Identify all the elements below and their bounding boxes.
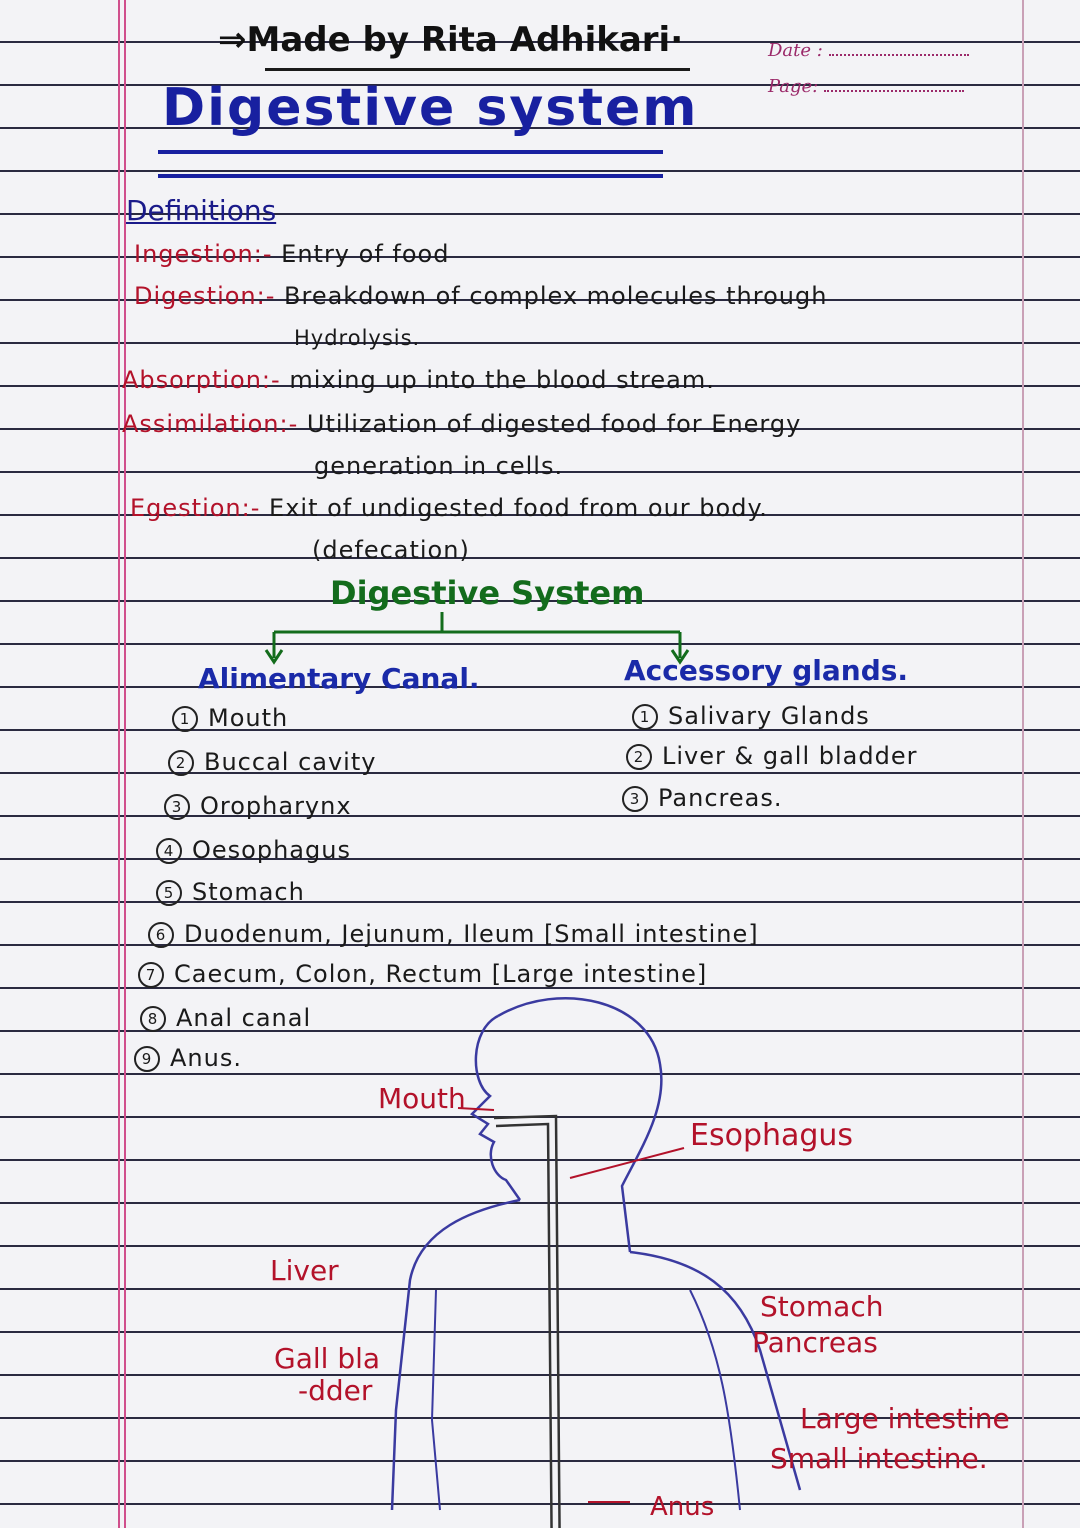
label-large-intestine: Large intestine <box>800 1402 1010 1435</box>
item-number: 1 <box>172 706 198 732</box>
sep: :- <box>279 410 299 438</box>
term-egestion: Egestion <box>130 494 242 522</box>
alimentary-item <box>168 748 376 776</box>
page-label <box>768 76 964 97</box>
esophagus-tube-inner <box>496 1124 552 1528</box>
item-number: 7 <box>138 962 164 988</box>
item-number: 2 <box>626 744 652 770</box>
item-number: 5 <box>156 880 182 906</box>
item-label: Mouth <box>208 704 289 732</box>
date-label-text: Date : <box>768 40 823 61</box>
def-digestion: Breakdown of complex molecules through <box>284 282 828 310</box>
label-pancreas: Pancreas <box>752 1326 878 1359</box>
definition-digestion <box>134 282 827 310</box>
accessory-item <box>632 702 870 730</box>
definition-egestion-cont: (defecation) <box>312 536 470 564</box>
item-label: Oropharynx <box>200 792 352 820</box>
item-label: Pancreas. <box>658 784 783 812</box>
alimentary-item <box>164 792 352 820</box>
author-line: ⇒Made by Rita Adhikari· <box>218 20 684 60</box>
accessory-item <box>622 784 782 812</box>
head-outline <box>472 1016 520 1200</box>
term-ingestion: Ingestion <box>134 240 254 268</box>
item-number: 4 <box>156 838 182 864</box>
label-esophagus: Esophagus <box>690 1118 854 1153</box>
term-absorption: Absorption <box>122 366 262 394</box>
page-label-text: Page: <box>768 76 819 97</box>
title-underline <box>158 150 663 154</box>
item-number: 2 <box>168 750 194 776</box>
alimentary-item <box>156 836 351 864</box>
definition-absorption <box>122 366 715 394</box>
term-digestion: Digestion <box>134 282 257 310</box>
sep: :- <box>256 282 276 310</box>
label-gall-bladder-2: -dder <box>298 1374 373 1407</box>
alimentary-item <box>172 704 288 732</box>
alimentary-item <box>156 878 305 906</box>
item-label: Liver & gall bladder <box>662 742 918 770</box>
item-number: 1 <box>632 704 658 730</box>
def-assimilation: Utilization of digested food for Energy <box>306 410 802 438</box>
def-ingestion: Entry of food <box>281 240 450 268</box>
definition-ingestion <box>134 240 449 268</box>
accessory-glands-title: Accessory glands. <box>624 654 909 687</box>
shoulder-left <box>392 1200 520 1510</box>
item-label: Oesophagus <box>192 836 351 864</box>
definition-digestion-cont: Hydrolysis. <box>294 326 421 350</box>
alimentary-item <box>148 920 759 948</box>
item-label: Anus. <box>170 1044 242 1072</box>
arm-inner-right <box>690 1290 740 1510</box>
item-number: 9 <box>134 1046 160 1072</box>
label-small-intestine: Small intestine. <box>770 1442 988 1475</box>
accessory-item <box>626 742 917 770</box>
page-title: Digestive system <box>162 78 699 138</box>
label-liver: Liver <box>270 1254 339 1287</box>
item-label: Anal canal <box>176 1004 312 1032</box>
label-mouth: Mouth <box>378 1082 466 1115</box>
label-stomach: Stomach <box>760 1290 884 1323</box>
item-label: Buccal cavity <box>204 748 377 776</box>
esophagus-pointer <box>570 1148 684 1178</box>
def-absorption: mixing up into the blood stream. <box>289 366 715 394</box>
alimentary-canal-title: Alimentary Canal. <box>198 662 480 695</box>
sep: :- <box>241 494 261 522</box>
sep: :- <box>261 366 281 394</box>
item-number: 8 <box>140 1006 166 1032</box>
item-number: 3 <box>164 794 190 820</box>
definition-assimilation-cont: generation in cells. <box>314 452 564 480</box>
item-label: Duodenum, Jejunum, Ileum [Small intestine] <box>184 920 759 948</box>
def-egestion: Exit of undigested food from our body. <box>269 494 768 522</box>
label-anus: Anus <box>650 1492 715 1522</box>
tree-root: Digestive System <box>330 574 645 612</box>
definitions-heading: Definitions <box>126 194 277 227</box>
item-label: Stomach <box>192 878 305 906</box>
title-underline-2 <box>158 174 663 178</box>
definition-assimilation <box>122 410 801 438</box>
item-label: Caecum, Colon, Rectum [Large intestine] <box>174 960 708 988</box>
sep: :- <box>253 240 273 268</box>
item-number: 3 <box>622 786 648 812</box>
arm-inner-left <box>432 1290 440 1510</box>
definition-egestion <box>130 494 768 522</box>
label-gall-bladder-1: Gall bla <box>274 1342 381 1375</box>
item-label: Salivary Glands <box>668 702 870 730</box>
item-number: 6 <box>148 922 174 948</box>
term-assimilation: Assimilation <box>122 410 280 438</box>
alimentary-item <box>138 960 707 988</box>
author-underline <box>265 68 690 71</box>
date-label <box>768 40 969 61</box>
